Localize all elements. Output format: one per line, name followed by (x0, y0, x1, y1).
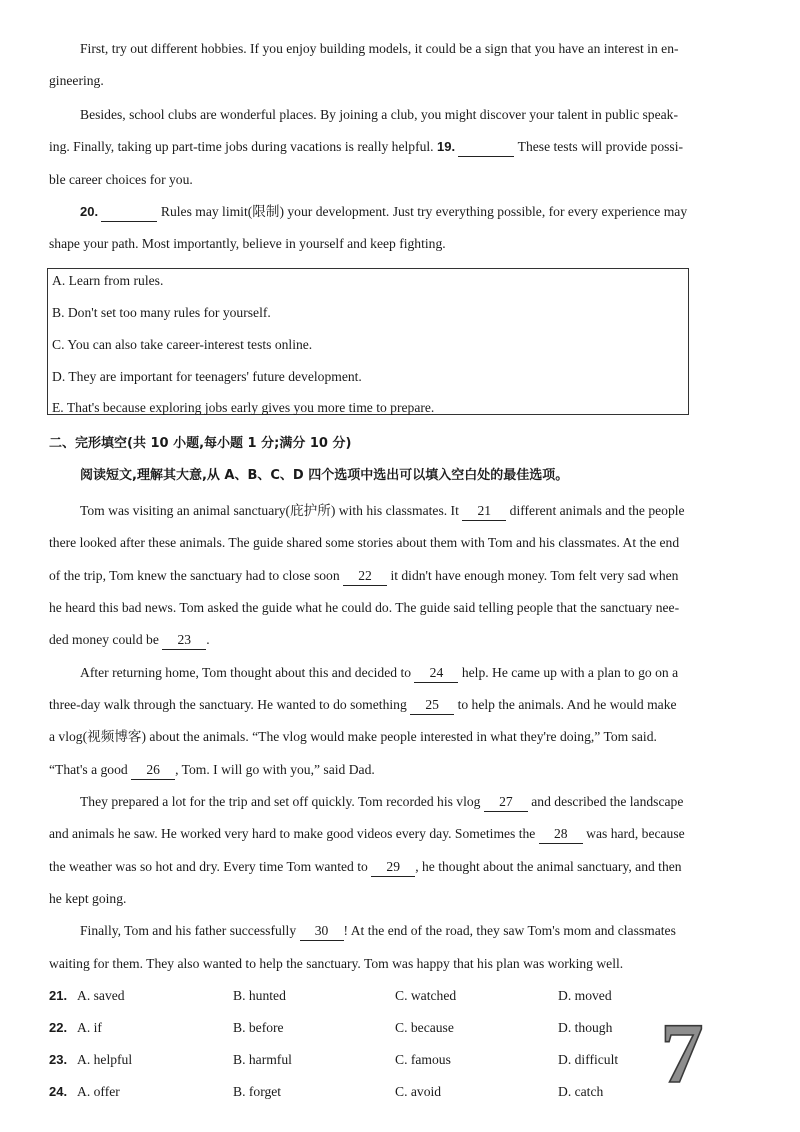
story-line-6 (80, 664, 678, 683)
story-text: ded money could be (49, 632, 159, 647)
blank-29[interactable]: 29 (371, 858, 415, 877)
story-text: three-day walk through the sanctuary. He wanted to do something (49, 697, 407, 712)
blank-25[interactable]: 25 (410, 696, 454, 715)
options-box (47, 268, 689, 415)
story-line-14 (80, 922, 676, 941)
story-line-9 (49, 761, 375, 780)
option-d[interactable]: D. They are important for teenagers' future development. (52, 369, 362, 384)
choice-c[interactable]: C. famous (395, 1052, 451, 1067)
choice-c[interactable]: C. avoid (395, 1084, 442, 1099)
story-text: ! At the end of the road, they saw Tom's mom and classmates (343, 923, 676, 938)
choice-b[interactable]: B. harmful (233, 1052, 292, 1067)
choice-d[interactable]: D. though (558, 1020, 613, 1035)
story-line-3 (49, 567, 678, 586)
paragraph-clubs-line-2 (49, 138, 683, 157)
paragraph-clubs-text-b: These tests will provide possi- (517, 139, 684, 154)
story-line-10 (80, 793, 683, 812)
answer-row-24 (49, 1083, 649, 1103)
paragraph-rules-line-1 (80, 203, 687, 222)
choice-d[interactable]: D. catch (558, 1084, 604, 1099)
choice-d[interactable]: D. difficult (558, 1052, 619, 1067)
story-text: Tom was visiting an animal sanctuary(庇护所) with his classmates. It (80, 503, 459, 518)
story-text: was hard, because (586, 826, 685, 841)
paragraph-clubs-line-3: ble career choices for you. (49, 172, 193, 187)
story-text: different animals and the people (509, 503, 685, 518)
story-line-12 (49, 858, 682, 877)
question-number-19: 19. (437, 139, 456, 154)
story-text: the weather was so hot and dry. Every time Tom wanted to (49, 859, 368, 874)
story-text: it didn't have enough money. Tom felt very sad when (390, 568, 679, 583)
answer-number: 21. (49, 988, 68, 1003)
answer-blank-19[interactable] (458, 138, 514, 157)
story-text: They prepared a lot for the trip and set off quickly. Tom recorded his vlog (80, 794, 481, 809)
blank-21[interactable]: 21 (462, 502, 506, 521)
story-text: After returning home, Tom thought about this and decided to (80, 665, 412, 680)
choice-a[interactable]: A. offer (77, 1084, 120, 1099)
answer-blank-20[interactable] (101, 203, 157, 222)
story-line-11 (49, 825, 685, 844)
blank-30[interactable]: 30 (300, 922, 344, 941)
paragraph-clubs-text-a: ing. Finally, taking up part-time jobs during vacations is really helpful. (49, 139, 434, 154)
story-text: and described the landscape (531, 794, 684, 809)
paragraph-rules-text: Rules may limit(限制) your development. Just try everything possible, for every experience may (160, 204, 688, 219)
blank-23[interactable]: 23 (162, 631, 206, 650)
blank-26[interactable]: 26 (131, 761, 175, 780)
answer-number: 24. (49, 1084, 68, 1099)
choice-b[interactable]: B. before (233, 1020, 284, 1035)
story-text: to help the animals. And he would make (457, 697, 677, 712)
paragraph-clubs-line-1: Besides, school clubs are wonderful places. By joining a club, you might discover your talent in public speak- (80, 107, 678, 122)
story-line-1 (80, 502, 685, 521)
answer-row-23 (49, 1051, 649, 1071)
option-c[interactable]: C. You can also take career-interest tests online. (52, 337, 313, 352)
blank-22[interactable]: 22 (343, 567, 387, 586)
story-text: , Tom. I will go with you,” said Dad. (175, 762, 375, 777)
answer-number: 23. (49, 1052, 68, 1067)
choice-d[interactable]: D. moved (558, 988, 612, 1003)
answer-number: 22. (49, 1020, 68, 1035)
choice-b[interactable]: B. forget (233, 1084, 282, 1099)
story-text: Finally, Tom and his father successfully (80, 923, 297, 938)
paragraph-rules-line-2: shape your path. Most importantly, believe in yourself and keep fighting. (49, 236, 446, 251)
page-number-badge (652, 1010, 712, 1090)
page-number-glyph: 7 (660, 1010, 704, 1090)
paragraph-hobbies-line-2: gineering. (49, 73, 104, 88)
story-line-8: a vlog(视频博客) about the animals. “The vlog would make people interested in what they're doing,” Tom said. (49, 729, 657, 744)
choice-b[interactable]: B. hunted (233, 988, 286, 1003)
section-heading: 二、完形填空(共 10 小题,每小题 1 分;满分 10 分) (49, 436, 352, 451)
story-text: “That's a good (49, 762, 128, 777)
answer-row-21 (49, 987, 649, 1007)
blank-27[interactable]: 27 (484, 793, 528, 812)
story-text: . (206, 632, 210, 647)
option-a[interactable]: A. Learn from rules. (52, 273, 164, 288)
story-line-4: he heard this bad news. Tom asked the guide what he could do. The guide said telling people that the sanctuary nee- (49, 600, 680, 615)
story-text: , he thought about the animal sanctuary, and then (415, 859, 682, 874)
story-line-2: there looked after these animals. The guide shared some stories about them with Tom and his classmates. At the end (49, 535, 680, 550)
choice-c[interactable]: C. watched (395, 988, 457, 1003)
option-e[interactable]: E. That's because exploring jobs early gives you more time to prepare. (52, 400, 435, 415)
story-line-13: he kept going. (49, 891, 127, 906)
option-b[interactable]: B. Don't set too many rules for yourself. (52, 305, 271, 320)
story-line-7 (49, 696, 677, 715)
story-text: and animals he saw. He worked very hard to make good videos every day. Sometimes the (49, 826, 536, 841)
choice-a[interactable]: A. helpful (77, 1052, 133, 1067)
section-instruction: 阅读短文,理解其大意,从 A、B、C、D 四个选项中选出可以填入空白处的最佳选项。 (80, 468, 569, 483)
choice-c[interactable]: C. because (395, 1020, 454, 1035)
story-text: of the trip, Tom knew the sanctuary had to close soon (49, 568, 340, 583)
answer-row-22 (49, 1019, 649, 1039)
story-text: help. He came up with a plan to go on a (461, 665, 679, 680)
blank-24[interactable]: 24 (414, 664, 458, 683)
choice-a[interactable]: A. saved (77, 988, 125, 1003)
paragraph-hobbies-line-1: First, try out different hobbies. If you enjoy building models, it could be a sign that you have an interest in en- (80, 41, 679, 56)
blank-28[interactable]: 28 (539, 825, 583, 844)
question-number-20: 20. (80, 204, 99, 219)
choice-a[interactable]: A. if (77, 1020, 102, 1035)
story-line-5 (49, 631, 210, 650)
story-line-15: waiting for them. They also wanted to help the sanctuary. Tom was happy that his plan was working well. (49, 956, 624, 971)
